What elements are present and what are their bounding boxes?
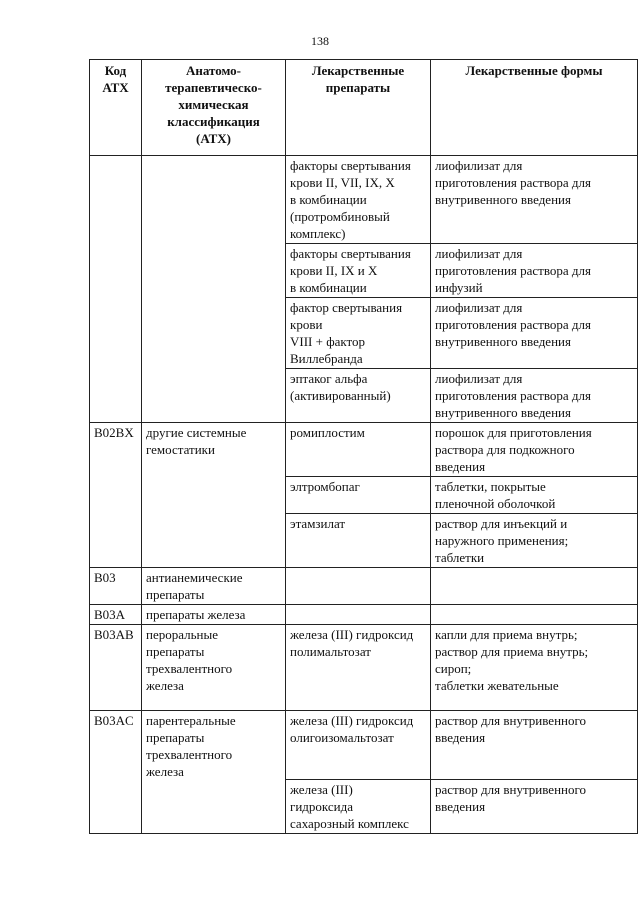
atx-classification-cell: другие системные гемостатики [142,423,286,568]
atx-code-cell [90,156,142,423]
atx-classification-cell: парентеральные препараты трехвалентного железа [142,711,286,834]
table-row [90,711,638,780]
atx-code-cell: B03 [90,568,142,605]
dosage-form-cell: раствор для внутривенного введения [431,780,638,834]
dosage-form-cell: лиофилизат для приготовления раствора для внутривенного введения [431,156,638,244]
drug-cell: факторы свертывания крови II, VII, IX, X в комбинации (протромбиновый комплекс) [286,156,431,244]
drug-cell [286,605,431,625]
dosage-form-cell: капли для приема внутрь; раствор для приема внутрь; сироп; таблетки жевательные [431,625,638,711]
table-row [90,568,638,605]
header-dosage-forms: Лекарственные формы [431,60,638,156]
atx-code-cell: B03A [90,605,142,625]
table-row [90,423,638,477]
drug-cell: железа (III) гидроксид полимальтозат [286,625,431,711]
atx-code-cell: B03AC [90,711,142,834]
drug-cell: ромиплостим [286,423,431,477]
dosage-form-cell [431,605,638,625]
table-row [90,625,638,711]
drug-cell: факторы свертывания крови II, IX и X в комбинации [286,244,431,298]
table-row [90,605,638,625]
dosage-form-cell [431,568,638,605]
drug-cell: этамзилат [286,514,431,568]
header-atx-code: Код АТХ [90,60,142,156]
drug-cell [286,568,431,605]
drug-cell: эптаког альфа (активированный) [286,369,431,423]
atx-classification-cell: препараты железа [142,605,286,625]
atx-classification-cell: пероральные препараты трехвалентного железа [142,625,286,711]
header-atx-classification: Анатомо- терапевтическо- химическая классификация (АТХ) [142,60,286,156]
atx-classification-cell [142,156,286,423]
atx-table [89,59,638,834]
dosage-form-cell: раствор для внутривенного введения [431,711,638,780]
dosage-form-cell: раствор для инъекций и наружного применения; таблетки [431,514,638,568]
drug-cell: фактор свертывания крови VIII + фактор Виллебранда [286,298,431,369]
dosage-form-cell: лиофилизат для приготовления раствора для инфузий [431,244,638,298]
dosage-form-cell: таблетки, покрытые пленочной оболочкой [431,477,638,514]
drug-cell: элтромбопаг [286,477,431,514]
drug-cell: железа (III) гидроксида сахарозный комплекс [286,780,431,834]
table-header-row [90,60,638,156]
table-row [90,156,638,244]
atx-code-cell: B03AB [90,625,142,711]
drug-cell: железа (III) гидроксид олигоизомальтозат [286,711,431,780]
dosage-form-cell: лиофилизат для приготовления раствора для внутривенного введения [431,298,638,369]
atx-classification-cell: антианемические препараты [142,568,286,605]
header-drugs: Лекарственные препараты [286,60,431,156]
atx-code-cell: B02BX [90,423,142,568]
dosage-form-cell: лиофилизат для приготовления раствора для внутривенного введения [431,369,638,423]
page-number: 138 [311,34,329,48]
dosage-form-cell: порошок для приготовления раствора для подкожного введения [431,423,638,477]
